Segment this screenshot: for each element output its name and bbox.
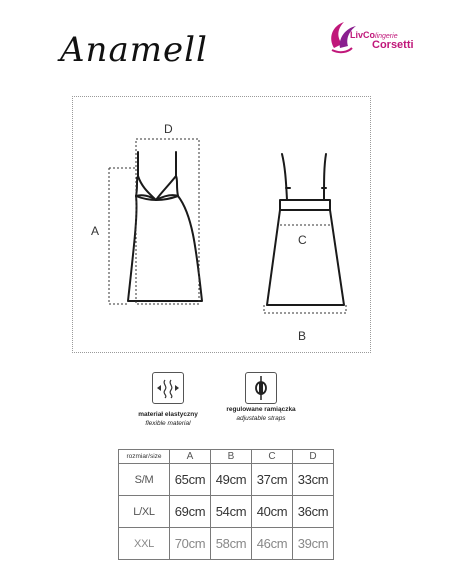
table-cell: 40cm [252,496,293,528]
column-header: A [170,450,211,464]
label-c: C [298,233,307,247]
elastic-material-icon [152,372,184,404]
row-size-label: S/M [119,464,170,496]
table-cell: 39cm [293,528,334,560]
table-cell: 36cm [293,496,334,528]
table-row [119,528,334,560]
label-d: D [164,122,173,136]
table-cell: 49cm [211,464,252,496]
logo-line2: Corsetti [372,39,414,51]
table-row [119,464,334,496]
table-cell: 46cm [252,528,293,560]
measure-a-bracket [109,168,136,304]
size-table-corner: rozmiar/size [119,450,170,464]
table-row [119,496,334,528]
table-cell: 65cm [170,464,211,496]
column-header: C [252,450,293,464]
table-cell: 37cm [252,464,293,496]
feature-label-elastic: materiał elastyczny flexible material [138,411,198,427]
size-table-header [119,450,334,464]
feature-label-straps: regulowane ramiączka adjustable straps [226,406,296,422]
brand-title: Anamell [60,30,208,70]
row-size-label: L/XL [119,496,170,528]
table-cell: 70cm [170,528,211,560]
label-b: B [298,329,307,343]
garment-diagram [72,96,371,353]
table-cell: 54cm [211,496,252,528]
logo-line1: LivColingerie [350,30,398,40]
table-cell: 69cm [170,496,211,528]
back-view [267,154,344,305]
column-header: B [211,450,252,464]
row-size-label: XXL [119,528,170,560]
label-a: A [91,224,100,238]
adjustable-strap-icon [245,372,277,404]
front-view [128,152,202,301]
table-cell: 33cm [293,464,334,496]
column-header: D [293,450,334,464]
size-table [118,449,334,560]
table-cell: 58cm [211,528,252,560]
measure-b-bracket [264,305,346,313]
